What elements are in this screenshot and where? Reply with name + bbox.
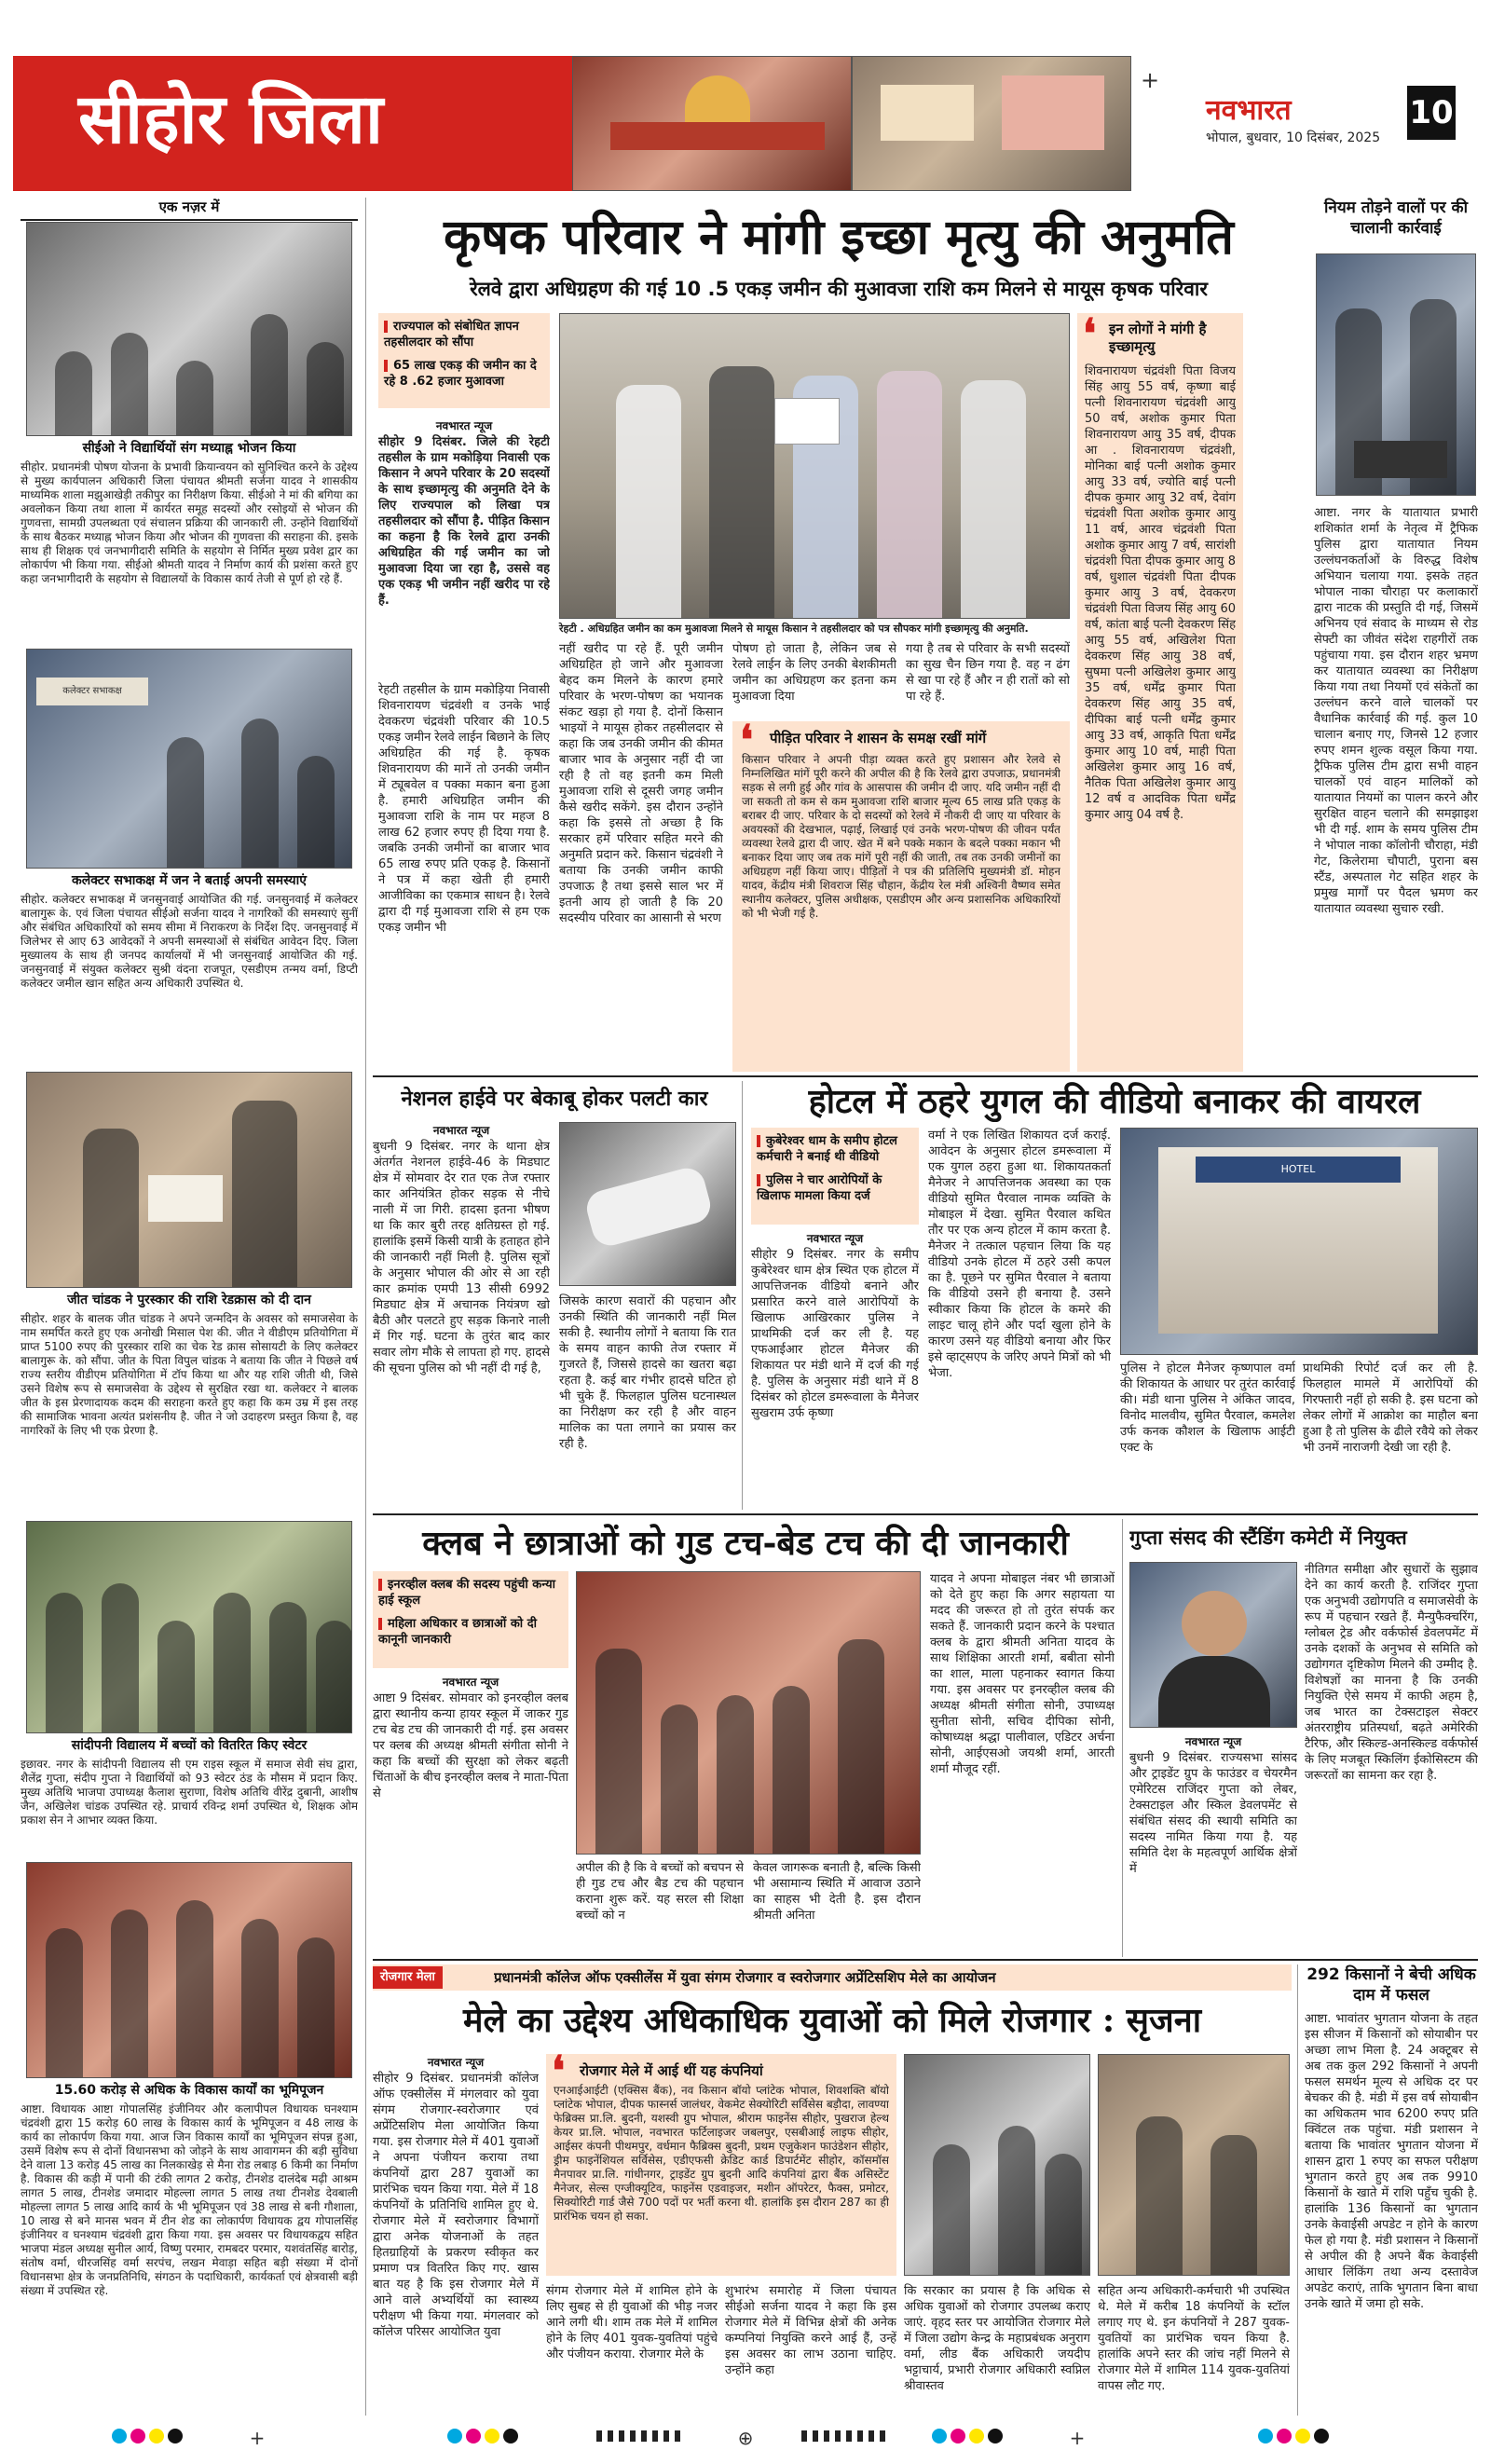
- news-body: आष्टा. विधायक आष्टा गोपालसिंह इंजीनियर और कलापीपल विधायक घनश्याम चंद्रवंशी द्वारा 15 करोड़ 60 लाख के विकास कार्य के भूमिपूजन व 48 लाख के कार्य का लोकार्पण किया गया. आज जिन विकास कार्यों का भूमिपूजन संपन्न हुआ, उसमें विशेष रूप से दोनों विधानसभा को जोड़ने के साथ आवागमन की बड़ी सुविधा देने वाला 13 करोड़ 45 लाख का निलकाखेड़ से मैना रोड लबाड़ 6 किमी का निर्माण है. विकास की कड़ी में पानी की टंकी लागत 2 करोड़, टीनशेड दालंदेब मढ़ी आश्रम लागत 5 लाख, टीनशेड जमादार मोहल्ला लागत 5 लाख तथा टीनशेड देवबाली मोहल्ला लागत 5 लाख आदि कार्य के भी भूमिपूजन एवं 38 लाख से बनी गौशाला, 10 लाख से बने मानस भवन में टीन शेड का लोकार्पण विधायक द्वय गोपालसिंह इंजीनियर व घनश्याम चंद्रवंशी द्वारा किया गया. इस अवसर पर विधायकद्वय सहित भाजपा मंडल अध्यक्ष सुनील आर्य, विष्णु परमार, रामबदर परमार, यशवंतसिंह बारोड़, संतोष वर्मा, धीरजसिंह वर्मा सरपंच, लखन मेवाड़ा सहित बड़ी संख्या में दोनों विधानसभा क्षेत्र के जनप्रतिनिधि, संगठन के पदाधिकारी, कार्यकर्ता एवं क्षेत्रवासी बड़ी संख्या में उपस्थित रहे.: [21, 2102, 358, 2297]
- job-fair-body-col3: शुभारंभ समारोह में जिला पंचायत सीईओ सर्जना यादव ने कहा कि इस रोजगार मेले में विभिन्न क्षेत्रों की अनेक कम्पनियां नियुक्ति करने आई हैं, उन्हें इस अवसर का लाभ उठाना चाहिए. उन्होंने कहा: [725, 2284, 896, 2377]
- column-divider: [1297, 1964, 1298, 2416]
- redcross-photo: [26, 1072, 352, 1288]
- club-body-col2b: केवल जागरूक बनाती है, बल्कि किसी भी असामान्य स्थिति में आवाज उठाने का साहस भी देती है. इस दौरान श्रीमती अनिता: [753, 1861, 921, 1923]
- highway-body-col1: बुधनी 9 दिसंबर. नगर के थाना क्षेत्र अंतर्गत नेशनल हाईवे-46 के मिडघाट क्षेत्र में सोमवार देर रात एक तेज रफ्तार कार अनियंत्रित होकर सड़क से नीचे नाली में जा गिरी. हादसा इतना भीषण था कि कार बुरी तरह क्षतिग्रस्त हो गई. हालांकि इसमें किसी यात्री के हताहत होने की जानकारी नहीं मिली है. पुलिस सूत्रों के अनुसार भोपाल की ओर से आ रही कार क्रमांक एमपी 13 सीसी 6992 मिडघाट क्षेत्र में अचानक नियंत्रण खो बैठी और पलटते हुए सड़क किनारे नाली में गिर गई. घटना के तुरंत बाद कार सवार लोग मौके से लापता हो गए. हादसे की सूचना पुलिस को भी नहीं दी गई है,: [373, 1140, 550, 1376]
- section-rule: [373, 1959, 1478, 1961]
- reg-dot: [932, 2429, 947, 2443]
- news-headline: सीईओ ने विद्यार्थियों संग मध्याह्न भोजन किया: [82, 441, 296, 456]
- sidebar-title: इन लोगों ने मांगी है इच्छामृत्यु: [1109, 321, 1207, 355]
- brand-logo: नवभारत: [1206, 94, 1292, 127]
- job-fair-strap-band: [373, 1964, 1292, 1991]
- highway-body-col2: जिसके कारण सवारों की पहचान और उनकी स्थिति की जानकारी नहीं मिल सकी है. स्थानीय लोगों ने बताया कि रात के समय वाहन काफी तेज रफ्तार में गुजरते हैं, जिससे हादसे का खतरा बढ़ा रहता है. कई बार गंभीर हादसे घटित हो भी चुके हैं. फिलहाल पुलिस घटनास्थल का निरीक्षण कर रही है और वाहन मालिक का पता लगाने का प्रयास कर रही है.: [559, 1294, 736, 1451]
- wishdeath-sidebar: [1077, 310, 1243, 1072]
- demands-body: किसान परिवार ने अपनी पीड़ा व्यक्त करते हुए प्रशासन और रेलवे से निम्नलिखित मांगें पूरी करने की अपील की है कि रेलवे द्वारा उपजाऊ, प्रधानमंत्री सड़क से लगी हुई और गांव के आसपास की जमीन दी जाए. यदि जमीन नहीं दी जा सकती तो कम से कम मुआवजा राशि बाजार मूल्य 65 लाख प्रति एकड़ के बराबर दी जाए. परिवार के दो सदस्यों को रेलवे में नौकरी दी जाए या परिवार के अवयस्कों की देखभाल, पढ़ाई, लिखाई एवं उनके भरण-पोषण की जीवन पर्यंत व्यवस्था रेलवे द्वारा दी जाए. खेत में बने पक्के मकान के बदले पक्का मकान भी बनाकर दिया जाए जब तक मांगें पूरी नहीं की जाती, तब तक उनकी जमीनों का अधिग्रहण नहीं किया जाए। पीड़ितों ने पत्र की प्रतिलिपि मुख्यमंत्री डॉ. मोहन यादव, केंद्रीय मंत्री शिवराज सिंह चौहान, केंद्रीय रेल मंत्री अश्विनी वैष्णव समेत स्थानीय कलेक्टर, पुलिस अधीक्षक, एसडीएम और अन्य प्रशासनिक अधिकारियों को भी भेजी गई है.: [742, 753, 1060, 920]
- gupta-body-col1: बुधनी 9 दिसंबर. राज्यसभा सांसद और ट्राइडेंट ग्रुप के फाउंडर व चेयरमैन एमेरिटस राजिंदर गुप्ता को लेबर, टेक्सटाइल और स्किल डेवलपमेंट से संबंधित संसद की स्थायी समिति का सदस्य नामित किया गया है. यह समिति देश के महत्वपूर्ण आर्थिक क्षेत्रों में: [1129, 1751, 1297, 1876]
- hotel-body-col2: वर्मा ने एक लिखित शिकायत दर्ज कराई. आवेदन के अनुसार होटल डमरूवाला में एक युगल ठहरा हुआ था. शिकायतकर्ता मैनेजर ने आपत्तिजनक अवस्था का एक वीडियो सुमित पैरवाल नामक व्यक्ति के मोबाइल में देखा. सुमित पैरवाल कथित तौर पर एक अन्य होटल में काम करता है. मैनेजर ने तत्काल पहचान लिया कि यह वीडियो उनके होटल में ठहरे उसी कपल का है. पूछने पर सुमित पैरवाल ने बताया कि वीडियो उसने ही बनाया है. उसने स्वीकार किया कि होटल के कमरे की लाइट चालू होने और पर्दा खुला होने के कारण उसने यह वीडियो बनाया और फिर इसे व्हाट्सएप के जरिए अपने मित्रों को भी भेजा.: [928, 1129, 1111, 1380]
- highlight-item: कुबेरेश्वर धाम के समीप होटल कर्मचारी ने बनाई थी वीडियो: [757, 1134, 897, 1164]
- news-headline: सांदीपनी विद्यालय में बच्चों को वितरित किए स्वेटर: [71, 1738, 308, 1753]
- left-column: [21, 198, 358, 2416]
- reg-dot: [485, 2429, 499, 2443]
- lead-subheadline: रेलवे द्वारा अधिग्रहण की गई 10 .5 एकड़ जमीन की मुआवजा राशि कम मिलने से मायूस कृषक परिवार: [470, 278, 1208, 300]
- companies-box: [546, 2047, 896, 2276]
- masthead-temple-photo-2: [852, 56, 1131, 191]
- page-number: 10: [1407, 86, 1456, 140]
- crosshair-mark: ⊕: [737, 2427, 754, 2449]
- column-divider: [365, 198, 366, 2416]
- color-bar: [801, 2430, 885, 2442]
- gupta-photo: [1129, 1562, 1297, 1728]
- reg-dot: [447, 2429, 462, 2443]
- hotel-body-col3: प्राथमिकी रिपोर्ट दर्ज कर ली है. फिलहाल मामले में आरोपियों की गिरफ्तारी नहीं हो सकी है. इस घटना को लेकर लोगों में आक्रोश का माहौल बना हुआ है तो पुलिस के ढीले रवैये को लेकर भी उनमें नाराजगी देखी जा रही है.: [1303, 1362, 1478, 1455]
- column-divider: [1122, 1519, 1123, 1957]
- lead-highlights: [378, 313, 550, 408]
- column-divider: [742, 1081, 743, 1510]
- hotel-photo-caption: पुलिस ने होटल मैनेजर कृष्णपाल वर्मा की शिकायत के आधार पर तुरंत कार्रवाई की। मंडी थाना पुलिस ने अंकित जादव, विनोद मालवीय, सुमित पैरवाल, कमलेश उर्फ कनक कौशल के खिलाफ आईटी एक्ट के: [1120, 1362, 1295, 1455]
- highway-story: [373, 1081, 736, 1510]
- byline: नवभारत न्यूज: [1184, 1735, 1242, 1748]
- job-fair-strap: प्रधानमंत्री कॉलेज ऑफ एक्सीलेंस में युवा संगम रोजगार व स्वरोजगार अप्रेंटिसशिप मेले का आयोजन: [494, 1969, 996, 1986]
- lead-intro: सीहोर 9 दिसंबर. जिले की रेहटी तहसील के ग्राम मकोड़िया निवासी एक किसान ने अपने परिवार के 20 सदस्यों के साथ इच्छामृत्यु की अनुमति देने के लिए राज्यपाल को लिखा पत्र तहसीलदार को सौंपा है. पीड़ित किसान का कहना है कि रेलवे द्वारा उनकी अधिग्रहित की गई जमीन का जो मुआवजा दिया जा रहा है, उससे वह एक एकड़ भी जमीन नहीं खरीद पा रहे हैं.: [378, 435, 550, 608]
- bhoomipujan-photo: [26, 1862, 352, 2078]
- news-body: सीहोर. कलेक्टर सभाकक्ष में जनसुनवाई आयोजित की गई. जनसुनवाई में कलेक्टर बालागुरू के. एवं जिला पंचायत सीईओ सर्जना यादव ने नागरिकों की समस्याएं सुनीं और संबंधित अधिकारियों को समय सीमा में निराकरण के निर्देश दिए. जनसुनवाई में जिलेभर से आए 63 आवेदकों ने अपनी समस्याओं से संबंधित आवेदन दिए. जिला मुख्यालय के साथ ही जनपद कार्यालयों में भी जनसुनवाई आयोजित की गई. जनसुनवाई में संयुक्त कलेक्टर सुश्री वंदना राजपूत, एसडीएम तन्मय वर्मा, डिप्टी कलेक्टर जमील खान सहित अन्य अधिकारी उपस्थित थे.: [21, 893, 358, 990]
- highlight-item: 65 लाख एकड़ की जमीन का दे रहे 8 .62 हजार मुआवजा: [384, 359, 537, 389]
- reg-dot: [988, 2429, 1003, 2443]
- column-label: एक नज़र में: [21, 198, 358, 221]
- traffic-photo: [1316, 253, 1476, 496]
- lead-body-col3: पोषण हो जाता है, लेकिन जब से रेलवे लाईन के लिए उनकी बेशकीमती जमीन का अधिग्रहण कर इतना कम मुआवजा दिया: [732, 642, 896, 704]
- highlight-item: इनरव्हील क्लब की सदस्य पहुंची कन्या हाई स्कूल: [378, 1578, 555, 1608]
- club-photo: [576, 1571, 921, 1855]
- gupta-story: [1129, 1519, 1478, 1957]
- hotel-highlights: [751, 1128, 919, 1225]
- byline: नवभारत न्यूज: [427, 2056, 485, 2069]
- lead-story: [373, 198, 1305, 1074]
- byline: नवभारत न्यूज: [432, 1124, 490, 1137]
- club-body-col1: आष्टा 9 दिसंबर. सोमवार को इनरव्हील क्लब द्वारा स्थानीय कन्या हायर स्कूल में जाकर गुड टच बेड टच की जानकारी दी गई. इस अवसर पर क्लब की अध्यक्ष श्रीमती संगीता सोनी ने कहा कि बच्चों की सुरक्षा को लेकर बढ़ती चिंताओं के बीच इनरव्हील क्लब ने माता-पिता से: [373, 1691, 568, 1800]
- club-headline: क्लब ने छात्राओं को गुड टच-बेड टच की दी जानकारी: [422, 1524, 1069, 1563]
- gupta-headline: गुप्ता संसद की स्टैंडिंग कमेटी में नियुक्त: [1129, 1526, 1407, 1549]
- news-body: सीहोर. शहर के बालक जीत चांडक ने अपने जन्मदिन के अवसर को समाजसेवा के नाम समर्पित करते हुए एक अनोखी मिसाल पेश की. जीत ने वीडीएम प्रतियोगिता में प्राप्त 5100 रुपए की पुरस्कार राशि का चेक रेड क्रास सोसायटी के लिए कलेक्टर बालागुरू के. को सौंपा. जीत के पिता विपुल चांडक ने बताया कि जीत ने पिछले वर्ष राज्य स्तरीय वीडीएम प्रतियोगिता में टॉप किया था और यह राशि जीती थी, जिसे उसने विशेष रूप से समाजसेवा के उद्देश्य से सुरक्षित रखा था. कलेक्टर ने बालक जीत के इस प्रेरणादायक कदम की सराहना करते हुए कहा कि कम उम्र में इस तरह की सामाजिक भावना अत्यंत प्रशंसनीय है. जीत ने जो उदाहरण प्रस्तुत किया है, वह नागरिकों के लिए भी एक प्रेरणा है.: [21, 1312, 358, 1437]
- job-fair-photo-1: [904, 2054, 1090, 2276]
- reg-dot: [168, 2429, 183, 2443]
- club-highlights: [373, 1571, 568, 1668]
- reg-dot: [112, 2429, 127, 2443]
- paddy-body: आष्टा. भावांतर भुगतान योजना के तहत इस सीजन में किसानों को सोयाबीन पर अच्छा लाभ मिला है. 24 अक्टूबर से अब तक कुल 292 किसानों ने अपनी फसल समर्थन मूल्य से अधिक दर पर बेचकर की है. मंडी में इस वर्ष सोयाबीन का अधिकतम भाव 6200 रुपए प्रति क्विंटल तक पहुंचा. मंडी प्रशासन ने बताया कि भावांतर भुगतान योजना में शासन द्वारा 1 रुपए का सफल परीक्षण भुगतान करते हुए अब तक 9910 किसानों के खाते में राशि पहुँच चुकी है. हालांकि 136 किसानों का भुगतान उनके केवाईसी अपडेट न होने के कारण फेल हो गया है. मंडी प्रशासन ने किसानों से अपील की है अपने बैंक केवाईसी आधार लिंकिंग तथा अन्य दस्तावेज अपडेट कराएं, ताकि भुगतान बिना बाधा उनके खाते में जमा हो सके.: [1305, 2012, 1478, 2311]
- job-fair-body-col5: सहित अन्य अधिकारी-कर्मचारी भी उपस्थित थे. मेले में करीब 18 कंपनियों के स्टॉल लगाए गए थे. इन कंपनियों ने 287 युवक-युवतियों का प्रारंभिक चयन किया है. हालांकि अपने स्तर की जांच नहीं मिलने से रोजगार मेले में शामिल 114 युवक-युवतियां वापस लौट गए.: [1098, 2284, 1290, 2393]
- job-fair-photo-2: [1098, 2054, 1290, 2276]
- demands-title: पीड़ित परिवार ने शासन के समक्ष रखीं मांगें: [770, 730, 987, 746]
- lead-photo: [559, 313, 1070, 619]
- highlight-item: पुलिस ने चार आरोपियों के खिलाफ मामला किया दर्ज: [757, 1173, 882, 1203]
- traffic-story: [1314, 198, 1478, 1074]
- lead-body-col4: गया है तब से परिवार के सभी सदस्यों का सुख चैन छिन गया है. वह न ढंग से खा पा रहे हैं और न ही रातों को सो पा रहे हैं.: [906, 642, 1070, 704]
- hotel-headline: होटल में ठहरे युगल की वीडियो बनाकर की वायरल: [808, 1082, 1421, 1121]
- quote-icon: ❛: [552, 2047, 566, 2095]
- crosshair-mark: +: [1141, 67, 1160, 93]
- masthead: [13, 56, 1478, 191]
- lead-body-col1: रेहटी तहसील के ग्राम मकोड़िया निवासी शिवनारायण चंद्रवंशी व उनके भाई देवकरण चंद्रवंशी परिवार की 10.5 एकड़ जमीन रेलवे लाईन बिछाने के लिए अधिग्रहित की गई है. कृषक शिवनारायण की मानें तो उनकी जमीन में ट्यूबवेल व पक्का मकान बना हुआ है. हमारी अधिग्रहित जमीन की मुआवजा राशि के नाम पर महज 8 लाख 62 हजार रुपए ही दिया गया है. जबकि उनकी जमीनों का बाजार भाव 65 लाख रुपए प्रति एकड़ है. किसानों ने पत्र में कहा खेती ही हमारी आजीविका का एकमात्र साधन है। रेलवे द्वारा दी गई मुआवजा राशि से हम एक एकड़ जमीन भी: [378, 683, 550, 935]
- news-headline: 15.60 करोड़ से अधिक के विकास कार्यों का भूमिपूजन: [54, 2083, 324, 2098]
- car-accident-photo: [559, 1122, 736, 1286]
- quote-icon: ❛: [740, 717, 754, 764]
- job-fair-story: [373, 1964, 1292, 2416]
- section-rule: [373, 1513, 1478, 1515]
- collectorate-photo: कलेक्टर सभाकक्ष: [26, 649, 352, 869]
- reg-dot: [1314, 2429, 1329, 2443]
- hotel-story: [751, 1081, 1478, 1510]
- paddy-headline: 292 किसानों ने बेची अधिक दाम में फसल: [1306, 1965, 1476, 2005]
- meal-photo: [26, 222, 352, 436]
- byline: नवभारत न्यूज: [435, 419, 493, 432]
- reg-dot: [951, 2429, 965, 2443]
- companies-body: एनआईआईटी (एक्सिस बैंक), नव किसान बॉयो प्लांटेक भोपाल, शिवशक्ति बॉयो प्लांटेक भोपाल, दीपक फास्नर्स जालंधर, वेकमेट सेक्योरिटी सर्विसेस बड़ौदा, लावण्या फेब्रिक्स प्रा.लि. बुदनी, यशस्वी ग्रुप भोपाल, श्रीराम फाइनेंस सीहोर, पुखराज हेल्थ केयर प्रा.लि. भोपाल, नवभारत फर्टिलाइजर जबलपुर, एसबीआई लाइफ सीहोर, आईसर कंपनी पीथमपुर, वर्धमान फैब्रिक्स बुदनी, प्रथम एजुकेशन फाउंडेशन सीहोर, ड्रीम फाइनेंशियल सर्विसेस, एडीएफसी क्रेडिट कार्ड डिपार्टमेंट सीहोर, कॉसमॉस मैनपावर प्रा.लि. गांधीनगर, ट्राइडेंट ग्रुप बुदनी आदि कंपनियां द्वारा बैंक असिस्टेंट मैनेजर, सेल्स एग्जीक्यूटिव, फाइनेंस एडवाइजर, मशीन ऑपरेटर, फैक्स, प्रमोटर, सिक्योरिटी गार्ड जैसे 700 पदों पर भर्ती करना थी. हालांकि इस दौरान 287 का ही प्रारंभिक चयन हो सका.: [554, 2084, 889, 2223]
- section-title-band: [13, 56, 572, 191]
- news-body: इछावर. नगर के सांदीपनी विद्यालय सी एम राइस स्कूल में समाज सेवी संघ द्वारा, शैलेंद्र गुप्ता, संदीप गुप्ता ने विद्यार्थियों को 93 स्वेटर ठंड के मौसम में प्रदान किए. मुख्य अतिथि भाजपा उपाध्यक्ष कैलाश सुराणा, विशेष अतिथि वीरेंद्र दुबानी, आशीष जैन, अखिलेश चांडक उपस्थित रहे. प्राचार्य रविन्द्र शर्मा उपस्थित थे, शिक्षक ओम प्रकाश सेन ने आभार व्यक्त किया.: [21, 1758, 358, 1827]
- lead-headline: कृषक परिवार ने मांगी इच्छा मृत्यु की अनुमति: [444, 209, 1234, 266]
- reg-dot: [466, 2429, 481, 2443]
- paddy-story: [1305, 1964, 1478, 2416]
- sweater-photo: [26, 1521, 352, 1733]
- reg-dot: [969, 2429, 984, 2443]
- club-body-col3: यादव ने अपना मोबाइल नंबर भी छात्राओं को देते हुए कहा कि अगर सहायता या मदद की जरूरत हो तो तुरंत संपर्क कर सकते हैं. जानकारी प्रदान करने के पश्चात क्लब के द्वारा श्रीमती अनिता यादव के साथ शिक्षिका आरती शर्मा, बबीता सोनी का शाल, माला पहनाकर स्वागत किया गया. इस अवसर पर इनरव्हील क्लब की अध्यक्ष श्रीमती संगीता सोनी, उपाध्यक्ष सुनीता सोनी, सचिव दीपिका सोनी, कोषाध्यक्ष श्रद्धा पालीवाल, एडिटर अर्चना सोनी, आईएसओ जयश्री शर्मा, आरती शर्मा मौजूद रहीं.: [930, 1572, 1115, 1776]
- news-headline: जीत चांडक ने पुरस्कार की राशि रेडक्रास को दी दान: [67, 1293, 311, 1307]
- job-fair-tag: रोजगार मेला: [373, 1966, 443, 1989]
- highway-headline: नेशनल हाईवे पर बेकाबू होकर पलटी कार: [401, 1088, 708, 1111]
- reg-dot: [130, 2429, 145, 2443]
- dateline: भोपाल, बुधवार, 10 दिसंबर, 2025: [1206, 130, 1381, 145]
- traffic-headline: नियम तोड़ने वालों पर की चालानी कार्रवाई: [1323, 198, 1468, 238]
- job-fair-headline: मेले का उद्देश्य अधिकाधिक युवाओं को मिले रोजगार : सृजना: [462, 2001, 1202, 2040]
- lead-photo-caption: रेहटी . अधिग्रहित जमीन का कम मुआवजा मिलने से मायूस किसान ने तहसीलदार को पत्र सौपकर मांगी इच्छामृत्यु की अनुमति.: [559, 623, 1029, 635]
- lead-body-col2: नहीं खरीद पा रहे हैं. पूरी जमीन अधिग्रहित हो जाने और मुआवजा बेहद कम मिलने के कारण हमारे परिवार के भरण-पोषण का भयानक संकट खड़ा हो गया है. दोनों किसान भाइयों ने मायूस होकर तहसीलदार से कहा कि जब उनकी जमीन की कीमत बाजार भाव के अनुसार नहीं दी जा रही है तो वह इतनी कम मिली मुआवजा राशि से दूसरी जगह जमीन कैसे खरीद सकेंगे. इस दौरान उन्होंने कहा कि इससे तो अच्छा है कि सरकार हमें परिवार सहित मरने की अनुमति प्रदान करे. किसान चंद्रवंशी ने बताया कि उनकी जमीन काफी उपजाऊ है तथा इससे साल भर में इतनी आय हो जाती है कि 20 सदस्यीय परिवार का आसानी से भरण: [559, 642, 723, 925]
- job-fair-body-col2: संगम रोजगार मेले में शामिल होने के लिए सुबह से ही युवाओं की भीड़ नजर आने लगी थी। शाम तक मेले में शामिल होने के लिए 401 युवक-युवतियां पहुंचे और पंजीयन कराया. रोजगार मेले के: [546, 2284, 718, 2361]
- club-story: [373, 1519, 1118, 1957]
- reg-dot: [1295, 2429, 1310, 2443]
- hotel-photo: HOTEL: [1120, 1128, 1478, 1355]
- highlight-item: महिला अधिकार व छात्राओं को दी कानूनी जानकारी: [378, 1617, 537, 1647]
- reg-dot: [149, 2429, 164, 2443]
- job-fair-body-col1: सीहोर 9 दिसंबर. प्रधानमंत्री कॉलेज ऑफ एक्सीलेंस में मंगलवार को युवा संगम रोजगार-स्वरोजगार एवं अप्रेंटिसशिप मेला आयोजित किया गया. इस रोजगार मेले में 401 युवाओं ने अपना पंजीयन कराया तथा कंपनियों द्वारा 287 युवाओं का प्रारंभिक चयन किया गया. मेले में 18 कंपनियों के प्रतिनिधि शामिल हुए थे. रोजगार मेले में स्वरोजगार विभागों द्वारा अनेक योजनाओं के तहत हितग्राहियों के प्रकरण स्वीकृत कर प्रमाण पत्र वितरित किए गए. खास बात यह है कि इस रोजगार मेले में आने वाले अभ्यर्थियों का स्वास्थ्य परीक्षण भी किया गया. मंगलवार को कॉलेज परिसर आयोजित युवा: [373, 2072, 539, 2339]
- section-title: सीहोर जिला: [78, 79, 384, 159]
- news-headline: कलेक्टर सभाकक्ष में जन ने बताई अपनी समस्याएं: [71, 873, 308, 888]
- crosshair-mark: +: [249, 2427, 266, 2449]
- byline: नवभारत न्यूज: [442, 1676, 499, 1689]
- byline: नवभारत न्यूज: [806, 1232, 864, 1245]
- highlight-item: राज्यपाल को संबोधित ज्ञापन तहसीलदार को सौंपा: [384, 320, 519, 349]
- demands-box: [732, 717, 1070, 1072]
- sidebar-body: शिवनारायण चंद्रवंशी पिता विजय सिंह आयु 55 वर्ष, कृष्णा बाई पत्नी शिवनारायण चंद्रवंशी आयु 50 वर्ष, अशोक कुमार पिता शिवनारायण आयु 35 वर्ष, दीपक आ . शिवनारायण चंद्रवंशी, मोनिका बाई पत्नी अशोक कुमार आयु 33 वर्ष, ज्योति बाई पत्नी दीपक कुमार आयु 32 वर्ष, देवांग चंद्रवंशी पिता अशोक कुमार आयु 11 वर्ष, आरव चंद्रवंशी पिता अशोक कुमार आयु 7 वर्ष, सारांशी चंद्रवंशी पिता दीपक कुमार आयु 8 वर्ष, धुशाल चंद्रवंशी पिता दीपक कुमार आयु 3 वर्ष, देवकरण चंद्रवंशी पिता विजय सिंह आयु 60 वर्ष, कांता बाई पत्नी देवकरण सिंह आयु 55 वर्ष, अखिलेश पिता देवकरण सिंह आयु 38 वर्ष, सुषमा पत्नी अखिलेश कुमार आयु 35 वर्ष, धर्मेंद्र कुमार पिता देवकरण सिंह आयु 35 वर्ष, दीपिका बाई पत्नी धर्मेंद्र कुमार आयु 33 वर्ष, आकृति पिता धर्मेंद्र कुमार आयु 10 वर्ष, माही पिता अखिलेश कुमार आयु 16 वर्ष, नैतिक पिता अखिलेश कुमार आयु 12 वर्ष व आदविक पिता धर्मेंद्र कुमार आयु 04 वर्ष है.: [1085, 364, 1236, 822]
- crosshair-mark: +: [1069, 2427, 1086, 2449]
- color-bar: [596, 2430, 680, 2442]
- job-fair-body-col4: कि सरकार का प्रयास है कि अधिक से अधिक युवाओं को रोजगार उपलब्ध कराए जाएं. वृहद स्तर पर आयोजित रोजगार मेले में जिला उद्योग केन्द्र के महाप्रबंधक अनुराग वर्मा, लीड बैंक अधिकारी जयदीप भट्टाचार्य, प्रभारी रोजगार अधिकारी स्वप्निल श्रीवास्तव: [904, 2284, 1090, 2393]
- reg-dot: [1258, 2429, 1273, 2443]
- brand-block: [1131, 56, 1478, 191]
- gupta-body-col2: नीतिगत समीक्षा और सुधारों के सुझाव देने का कार्य करती है. राजिंदर गुप्ता एक अनुभवी उद्योगपति व समाजसेवी के रूप में पहचान रखते हैं. मैन्युफैक्चरिंग, ग्लोबल ट्रेड और वर्कफोर्स डेवलपमेंट में उनके दशकों के अनुभव से समिति को उद्योगगत दृष्टिकोण मिलने की उम्मीद है. विशेषज्ञों का मानना है कि उनकी नियुक्ति ऐसे समय में काफी अहम है, जब भारत का टेक्सटाइल सेक्टर अंतरराष्ट्रीय प्रतिस्पर्धा, बढ़ते अमेरिकी टैरिफ, और स्किल्ड-अनस्किल्ड वर्कफोर्स के लिए मजबूत स्किलिंग ईकोसिस्टम की जरूरतों का सामना कर रहा है.: [1305, 1563, 1478, 1783]
- companies-title: रोजगार मेले में आई थीं यह कंपनियां: [580, 2062, 763, 2079]
- quote-icon: ❛: [1083, 310, 1097, 358]
- hotel-body-col1: सीहोर 9 दिसंबर. नगर के समीप कुबेरेश्वर धाम क्षेत्र स्थित एक होटल में आपत्तिजनक वीडियो बनाने और प्रसारित करने वाले आरोपियों के खिलाफ आखिरकार पुलिस ने प्राथमिकी दर्ज कर ली है. यह एफआईआर होटल मैनेजर की शिकायत पर मंडी थाने में दर्ज की गई है. पुलिस के अनुसार मंडी थाने में 8 दिसंबर को होटल डमरूवाला के मैनेजर सुखराम उर्फ कृष्णा: [751, 1248, 919, 1420]
- reg-dot: [1277, 2429, 1292, 2443]
- traffic-body: आष्टा. नगर के यातायात प्रभारी शशिकांत शर्मा के नेतृत्व में ट्रैफिक पुलिस द्वारा यातायात नियम उल्लंघनकर्ताओं के विरुद्ध विशेष अभियान चलाया गया. इसके तहत भोपाल नाका चौराहा पर कलाकारों द्वारा नाटक की प्रस्तुति दी गई, जिसमें अभिनय एवं संवाद के माध्यम से रोड सेफ्टी का जीवंत संदेश राहगीरों तक पहुंचाया गया. इस दौरान शहर भ्रमण कर यातायात व्यवस्था का निरीक्षण किया गया तथा नियमों एवं संकेतों का उल्लंघन करने वाले चालकों पर वैधानिक कार्रवाई की गई. कुल 10 चालान बनाए गए, जिनसे 12 हजार रुपए शमन शुल्क वसूल किया गया. ट्रैफिक पुलिस टीम द्वारा सभी वाहन चालकों एवं वाहन मालिकों को यातायात नियमों का पालन करने और सुरक्षित वाहन चलाने की समझाइश भी दी गई. शाम के समय पुलिस टीम ने भोपाल नाका कॉलोनी चौराहा, मंडी गेट, किलेरामा चौपाटी, पुराना बस स्टैंड, अस्पताल गेट सहित शहर के प्रमुख मार्गों पर पैदल भ्रमण कर यातायात व्यवस्था सुचारु रखी.: [1314, 506, 1478, 916]
- section-rule: [373, 1075, 1478, 1077]
- masthead-temple-photo-1: [572, 56, 852, 191]
- news-body: सीहोर. प्रधानमंत्री पोषण योजना के प्रभावी क्रियान्वयन को सुनिश्चित करने के उद्देश्य से मुख्य कार्यपालन अधिकारी जिला पंचायत श्रीमती सर्जना यादव ने शासकीय माध्यमिक शाला मझुआखेड़ी तकीपुर का निरीक्षण किया. सीईओ ने मां की बगिया का अवलोकन किया तथा शाला में कार्यरत समूह सदस्यों और रसोइयों से भोजन की गुणवत्ता, सामग्री उपलब्धता एवं संचालन प्रक्रिया की जानकारी ली. उन्होंने विद्यार्थियों के साथ बैठकर मध्याह्न भोजन किया और भोजन की गुणवत्ता की सराहना की. इसके साथ ही शिक्षक एवं जनभागीदारी समिति के सहयोग से निर्मित मुख्य प्रवेश द्वार का लोकार्पण भी किया गया. सीईओ श्रीमती यादव ने निर्माण कार्य की प्रशंसा करते हुए कहा जनभागीदारी के सहयोग से विद्यालयों के विकास कार्य तेजी से पूर्ण हो रहे हैं.: [21, 460, 358, 585]
- club-body-col2a: अपील की है कि वे बच्चों को बचपन से ही गुड टच और बैड टच की पहचान कराना शुरू करें. यह सरल सी शिक्षा बच्चों को न: [576, 1861, 744, 1923]
- reg-dot: [503, 2429, 518, 2443]
